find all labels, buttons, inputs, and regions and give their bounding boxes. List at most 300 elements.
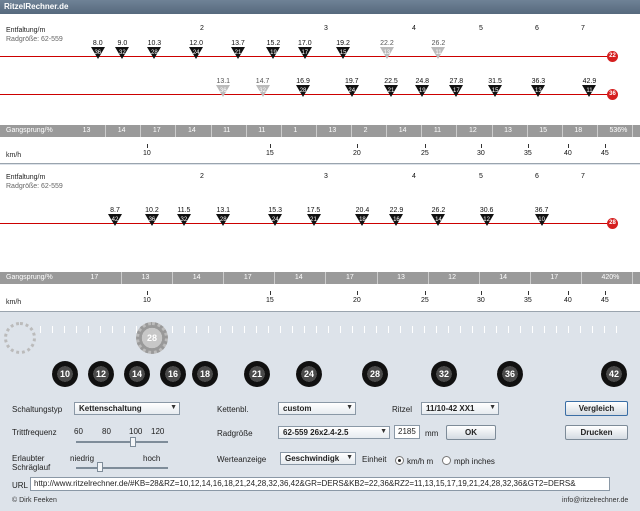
ok-button[interactable]: OK bbox=[446, 425, 496, 440]
gear-marker[interactable] bbox=[578, 78, 600, 97]
chart-current bbox=[0, 165, 640, 312]
kmh-tick-label: 35 bbox=[524, 297, 532, 304]
gear-teeth-label: 21 bbox=[310, 217, 317, 223]
gangsprung-value: 13 bbox=[328, 127, 337, 134]
kmh-tick-mark bbox=[528, 291, 529, 295]
schraeglauf-knob[interactable] bbox=[97, 462, 103, 472]
gangsprung-value: 536% bbox=[609, 127, 628, 134]
gangsprung-separator bbox=[632, 272, 633, 284]
rear-cog[interactable]: 24 bbox=[296, 361, 322, 387]
gear-marker[interactable] bbox=[341, 78, 363, 97]
radgroesse-label: Radgröße bbox=[217, 429, 253, 438]
gear-marker[interactable] bbox=[427, 40, 449, 59]
gear-scale-tick bbox=[436, 326, 437, 333]
rear-cog[interactable]: 36 bbox=[497, 361, 523, 387]
gear-teeth-label: 28 bbox=[299, 88, 307, 94]
gangsprung-value: 12 bbox=[448, 274, 456, 281]
gangsprung-separator bbox=[121, 272, 122, 284]
trittfrequenz-tick: 100 bbox=[129, 427, 143, 436]
kmh-tick-label: 20 bbox=[353, 297, 361, 304]
werteanzeige-select[interactable] bbox=[280, 452, 356, 465]
gear-speed-label: 19.2 bbox=[336, 40, 350, 47]
gear-scale-tick bbox=[268, 326, 269, 333]
werteanzeige-value: Geschwindigk bbox=[285, 454, 340, 463]
gear-teeth-label: 12 bbox=[483, 217, 490, 223]
gangsprung-separator bbox=[246, 125, 247, 137]
trittfrequenz-tick: 80 bbox=[102, 427, 111, 436]
einheit-label: Einheit bbox=[362, 455, 387, 464]
gear-marker[interactable] bbox=[173, 207, 195, 226]
schraeglauf-low: niedrig bbox=[70, 454, 95, 463]
gangsprung-value: 13 bbox=[82, 127, 91, 134]
gear-marker[interactable] bbox=[292, 78, 314, 97]
ritzel-label: Ritzel bbox=[392, 405, 413, 414]
gear-scale-tick bbox=[88, 326, 89, 333]
kettenbl-value: custom bbox=[283, 404, 312, 413]
rear-cog[interactable]: 32 bbox=[431, 361, 457, 387]
gear-speed-label: 15.2 bbox=[266, 40, 281, 47]
gangsprung-separator bbox=[479, 272, 480, 284]
entfaltung-tick-label: 3 bbox=[324, 25, 328, 32]
schraeglauf-high: hoch bbox=[143, 454, 161, 463]
gear-scale-tick bbox=[292, 326, 293, 333]
kmh-tick-mark bbox=[568, 144, 569, 148]
gangsprung-label: Gangsprung/% bbox=[6, 274, 53, 281]
gangsprung-separator bbox=[325, 272, 326, 284]
unit-mph-radio[interactable] bbox=[442, 456, 451, 465]
gear-scale bbox=[40, 326, 630, 340]
gear-teeth-label: 15 bbox=[339, 50, 347, 56]
gear-speed-label: 36.3 bbox=[531, 78, 546, 85]
gangsprung-value: 17 bbox=[346, 274, 354, 281]
front-chainring-selected[interactable] bbox=[136, 322, 168, 354]
chainring-badge-2: 36 bbox=[607, 89, 618, 100]
radgroesse-value: 62-559 26x2.4-2.5 bbox=[283, 428, 349, 437]
gear-teeth-label: 19 bbox=[270, 50, 277, 56]
gangsprung-value: 11 bbox=[223, 127, 231, 134]
kmh-tick-label: 20 bbox=[353, 150, 361, 157]
kmh-label: km/h bbox=[6, 299, 22, 306]
gear-scale-tick bbox=[124, 326, 125, 333]
gear-scale-tick bbox=[352, 326, 353, 333]
schraeglauf-slider[interactable] bbox=[76, 467, 168, 469]
gangsprung-value: 14 bbox=[499, 274, 508, 281]
kmh-tick-mark bbox=[425, 144, 426, 148]
gear-marker[interactable] bbox=[185, 40, 207, 59]
gear-scale-tick bbox=[496, 326, 497, 333]
rear-cog[interactable]: 28 bbox=[362, 361, 388, 387]
entfaltung-tick-label: 3 bbox=[324, 173, 328, 180]
gear-marker[interactable] bbox=[380, 78, 402, 97]
gear-speed-label: 16.9 bbox=[296, 78, 310, 85]
gear-marker[interactable] bbox=[294, 40, 316, 59]
gangsprung-value: 11 bbox=[433, 127, 442, 134]
gear-scale-tick bbox=[364, 326, 365, 333]
gangsprung-separator bbox=[172, 272, 173, 284]
kmh-tick-label: 45 bbox=[601, 297, 609, 304]
radgroesse-select[interactable] bbox=[278, 426, 390, 439]
gear-scale-tick bbox=[460, 326, 461, 333]
gear-marker[interactable] bbox=[212, 207, 234, 226]
gangsprung-separator bbox=[223, 272, 224, 284]
gear-scale-tick bbox=[592, 326, 593, 333]
gear-speed-label: 30.6 bbox=[479, 207, 494, 214]
gangsprung-separator bbox=[597, 125, 598, 137]
gear-marker[interactable] bbox=[427, 207, 449, 226]
kmh-tick-mark bbox=[357, 144, 358, 148]
gear-speed-label: 36.7 bbox=[534, 207, 549, 214]
gear-speed-label: 24.8 bbox=[415, 78, 430, 85]
umfang-unit: mm bbox=[425, 429, 439, 438]
gear-scale-tick bbox=[568, 326, 569, 333]
chainring-badge-1: 22 bbox=[607, 51, 618, 62]
gangsprung-separator bbox=[456, 125, 457, 137]
gangsprung-separator bbox=[632, 125, 633, 137]
kmh-tick-label: 45 bbox=[601, 150, 609, 157]
gear-scale-tick bbox=[328, 326, 329, 333]
gear-teeth-label: 19 bbox=[418, 88, 426, 94]
gear-scale-tick bbox=[400, 326, 401, 333]
gear-scale-tick bbox=[544, 326, 545, 333]
gear-teeth-label: 28 bbox=[151, 50, 158, 56]
gear-speed-label: 20.4 bbox=[355, 207, 370, 214]
kmh-tick-mark bbox=[270, 144, 271, 148]
gangsprung-value: 14 bbox=[187, 127, 196, 134]
gangsprung-separator bbox=[377, 272, 378, 284]
rear-cog[interactable]: 18 bbox=[192, 361, 218, 387]
gear-speed-label: 10.3 bbox=[147, 40, 162, 47]
kmh-tick-label: 10 bbox=[143, 297, 151, 304]
kmh-tick-mark bbox=[528, 144, 529, 148]
gear-scale-tick bbox=[40, 326, 41, 333]
gear-scale-tick bbox=[304, 326, 305, 333]
gangsprung-value: 17 bbox=[90, 274, 99, 281]
gear-marker[interactable] bbox=[264, 207, 286, 226]
entfaltung-tick-label: 6 bbox=[535, 173, 539, 180]
gear-marker[interactable] bbox=[385, 207, 407, 226]
gear-teeth-label: 16 bbox=[393, 217, 400, 223]
entfaltung-tick-label: 4 bbox=[412, 173, 416, 180]
gangsprung-separator bbox=[105, 125, 106, 137]
gear-speed-label: 8.7 bbox=[110, 207, 120, 214]
gear-marker[interactable] bbox=[303, 207, 325, 226]
gear-speed-label: 19.7 bbox=[344, 78, 359, 85]
footer-copyright: © Dirk Feeken bbox=[12, 497, 57, 504]
kmh-tick-mark bbox=[568, 291, 569, 295]
dropdown-arrow-icon: ▼ bbox=[170, 404, 177, 411]
gear-teeth-label: 28 bbox=[219, 217, 227, 223]
gear-teeth-label: 10 bbox=[538, 217, 545, 223]
gangsprung-separator bbox=[421, 125, 422, 137]
trittfrequenz-knob[interactable] bbox=[130, 437, 136, 447]
gear-speed-label: 42.9 bbox=[582, 78, 597, 85]
schaltungstyp-value: Kettenschaltung bbox=[79, 404, 142, 413]
gear-marker[interactable] bbox=[227, 40, 249, 59]
kmh-tick-mark bbox=[147, 144, 148, 148]
gear-teeth-label: 17 bbox=[453, 88, 460, 94]
control-panel bbox=[0, 316, 640, 511]
gear-teeth-label: 21 bbox=[387, 88, 395, 94]
gangsprung-value: 14 bbox=[294, 274, 303, 281]
gear-teeth-label: 36 bbox=[148, 217, 156, 223]
rear-cog[interactable]: 42 bbox=[601, 361, 627, 387]
kmh-tick-label: 15 bbox=[266, 150, 274, 157]
gear-scale-tick bbox=[484, 326, 485, 333]
gear-scale-tick bbox=[64, 326, 65, 333]
gangsprung-separator bbox=[428, 272, 429, 284]
gear-scale-tick bbox=[280, 326, 281, 333]
gear-speed-label: 12.0 bbox=[189, 40, 203, 47]
entfaltung-tick-label: 2 bbox=[200, 25, 204, 32]
dropdown-arrow-icon: ▼ bbox=[380, 428, 387, 435]
unit-mph-label: mph inches bbox=[454, 457, 495, 466]
kmh-tick-mark bbox=[425, 291, 426, 295]
gear-teeth-label: 36 bbox=[219, 88, 227, 94]
gangsprung-separator bbox=[316, 125, 317, 137]
gear-speed-label: 26.2 bbox=[431, 40, 446, 47]
gear-speed-label: 17.5 bbox=[306, 207, 321, 214]
gear-scale-tick bbox=[244, 326, 245, 333]
kettenbl-select[interactable] bbox=[278, 402, 356, 415]
gangsprung-value: 11 bbox=[258, 127, 266, 134]
gear-scale-tick bbox=[520, 326, 521, 333]
umfang-input[interactable]: 2185 bbox=[394, 425, 420, 439]
brand-logo: RitzelRechner.de bbox=[4, 2, 69, 11]
gear-speed-label: 31.5 bbox=[488, 78, 502, 85]
gear-scale-tick bbox=[532, 326, 533, 333]
kmh-tick-label: 35 bbox=[524, 150, 532, 157]
kmh-tick-mark bbox=[481, 144, 482, 148]
gangsprung-value: 2 bbox=[363, 127, 368, 134]
gear-teeth-label: 18 bbox=[359, 217, 366, 223]
gear-scale-tick bbox=[472, 326, 473, 333]
trittfrequenz-slider[interactable] bbox=[76, 441, 168, 443]
kettenbl-label: Kettenbl. bbox=[217, 405, 249, 414]
gangsprung-value: 13 bbox=[504, 127, 512, 134]
gear-speed-label: 26.2 bbox=[431, 207, 446, 214]
gear-scale-tick bbox=[172, 326, 173, 333]
entfaltung-label: Entfaltung/m bbox=[6, 27, 46, 34]
gear-scale-tick bbox=[256, 326, 257, 333]
unit-kmh-radio[interactable] bbox=[395, 456, 404, 465]
gear-scale-tick bbox=[376, 326, 377, 333]
gear-speed-label: 10.2 bbox=[145, 207, 159, 214]
kmh-tick-mark bbox=[481, 291, 482, 295]
kmh-axis bbox=[0, 144, 640, 162]
entfaltung-tick-label: 5 bbox=[479, 25, 483, 32]
gangsprung-value: 12 bbox=[468, 127, 477, 134]
gear-marker[interactable] bbox=[141, 207, 163, 226]
gear-scale-tick bbox=[316, 326, 317, 333]
gear-teeth-label: 13 bbox=[535, 88, 542, 94]
gear-marker[interactable] bbox=[531, 207, 553, 226]
werteanzeige-label: Werteanzeige bbox=[217, 455, 267, 464]
gear-teeth-label: 11 bbox=[435, 50, 442, 56]
gangsprung-separator bbox=[211, 125, 212, 137]
gangsprung-value: 14 bbox=[398, 127, 407, 134]
rear-cog[interactable]: 12 bbox=[88, 361, 114, 387]
gear-marker[interactable] bbox=[445, 78, 467, 97]
gangsprung-label: Gangsprung/% bbox=[6, 127, 53, 134]
gear-teeth-label: 11 bbox=[586, 88, 593, 94]
gear-speed-label: 8.0 bbox=[92, 40, 103, 47]
gangsprung-bar bbox=[0, 125, 640, 137]
gangsprung-value: 1 bbox=[293, 127, 298, 134]
entfaltung-tick-label: 5 bbox=[479, 173, 483, 180]
chainring-badge-1: 28 bbox=[607, 218, 618, 229]
dropdown-arrow-icon: ▼ bbox=[346, 404, 353, 411]
gear-speed-label: 14.7 bbox=[255, 78, 270, 85]
url-field[interactable]: http://www.ritzelrechner.de/#KB=28&RZ=10,12,14,16,18,21,24,28,32,36,42&GR=DERS&KB2=22,36&RZ2=11,13,15,17,19,21,24,28,32,36&GT2=DERS& bbox=[30, 477, 610, 491]
ritzel-value: 11/10-42 XX1 bbox=[426, 404, 475, 413]
trittfrequenz-tick: 120 bbox=[151, 427, 165, 436]
gear-scale-tick bbox=[100, 326, 101, 333]
gear-marker[interactable] bbox=[484, 78, 506, 97]
gear-marker[interactable] bbox=[143, 40, 165, 59]
kmh-tick-mark bbox=[147, 291, 148, 295]
entfaltung-tick-label: 7 bbox=[581, 173, 585, 180]
gear-marker[interactable] bbox=[476, 207, 498, 226]
gangsprung-separator bbox=[274, 272, 275, 284]
trittfrequenz-tick: 60 bbox=[74, 427, 83, 436]
ritzel-select[interactable] bbox=[421, 402, 499, 415]
gear-speed-label: 11.5 bbox=[177, 207, 191, 214]
kmh-tick-mark bbox=[270, 291, 271, 295]
gear-speed-label: 13.1 bbox=[216, 207, 231, 214]
gear-marker[interactable] bbox=[376, 40, 398, 59]
gear-speed-label: 13.7 bbox=[231, 40, 245, 47]
gangsprung-separator bbox=[492, 125, 493, 137]
gear-marker[interactable] bbox=[527, 78, 549, 97]
gangsprung-value: 420% bbox=[601, 274, 620, 281]
gear-scale-tick bbox=[340, 326, 341, 333]
gangsprung-separator bbox=[527, 125, 528, 137]
schaltungstyp-label: Schaltungstyp bbox=[12, 405, 63, 414]
gear-teeth-label: 24 bbox=[348, 88, 356, 94]
gear-teeth-label: 36 bbox=[94, 50, 102, 56]
gear-teeth-label: 32 bbox=[180, 217, 188, 223]
gangsprung-value: 14 bbox=[192, 274, 201, 281]
footer-email[interactable]: info@ritzelrechner.de bbox=[562, 497, 629, 504]
gangsprung-value: 14 bbox=[117, 127, 126, 134]
gangsprung-separator bbox=[581, 272, 582, 284]
front-chainring-small[interactable] bbox=[4, 322, 36, 354]
gangsprung-separator bbox=[140, 125, 141, 137]
gangsprung-separator bbox=[562, 125, 563, 137]
gear-teeth-label: 14 bbox=[435, 217, 442, 223]
vergleich-button[interactable]: Vergleich bbox=[565, 401, 628, 416]
gear-marker[interactable] bbox=[212, 78, 234, 97]
entfaltung-tick-label: 6 bbox=[535, 25, 539, 32]
kmh-tick-mark bbox=[605, 144, 606, 148]
entfaltung-tick-label: 2 bbox=[200, 173, 204, 180]
gear-scale-tick bbox=[76, 326, 77, 333]
chart-comparison bbox=[0, 14, 640, 164]
gear-speed-label: 9.0 bbox=[117, 40, 128, 47]
dropdown-arrow-icon: ▼ bbox=[346, 454, 353, 461]
gear-scale-tick bbox=[388, 326, 389, 333]
gangsprung-separator bbox=[386, 125, 387, 137]
kmh-tick-mark bbox=[357, 291, 358, 295]
gangsprung-separator bbox=[175, 125, 176, 137]
kmh-tick-label: 40 bbox=[564, 297, 572, 304]
url-label: URL bbox=[12, 481, 29, 490]
gear-scale-tick bbox=[112, 326, 113, 333]
gear-teeth-label: 13 bbox=[383, 50, 391, 56]
kmh-tick-label: 15 bbox=[266, 297, 274, 304]
gear-marker[interactable] bbox=[351, 207, 373, 226]
gear-teeth-label: 32 bbox=[119, 50, 126, 56]
gangsprung-value: 18 bbox=[574, 127, 583, 134]
gear-marker[interactable] bbox=[332, 40, 354, 59]
kmh-tick-label: 30 bbox=[477, 150, 485, 157]
gangsprung-value: 13 bbox=[397, 274, 405, 281]
gangsprung-separator bbox=[351, 125, 352, 137]
kmh-axis bbox=[0, 291, 640, 309]
gear-scale-tick bbox=[508, 326, 509, 333]
kmh-tick-label: 40 bbox=[564, 150, 572, 157]
gear-teeth-label: 21 bbox=[234, 50, 242, 56]
entfaltung-tick-label: 4 bbox=[412, 25, 416, 32]
rear-cog[interactable]: 10 bbox=[52, 361, 78, 387]
rear-cog[interactable]: 21 bbox=[244, 361, 270, 387]
rear-cog[interactable]: 16 bbox=[160, 361, 186, 387]
kmh-tick-label: 10 bbox=[143, 150, 151, 157]
rear-cog[interactable]: 14 bbox=[124, 361, 150, 387]
gear-scale-tick bbox=[412, 326, 413, 333]
radgroesse-label: Radgröße: 62-559 bbox=[6, 183, 63, 190]
gear-teeth-label: 24 bbox=[271, 217, 279, 223]
gear-scale-tick bbox=[196, 326, 197, 333]
kmh-tick-mark bbox=[605, 291, 606, 295]
gear-scale-tick bbox=[184, 326, 185, 333]
drucken-button[interactable]: Drucken bbox=[565, 425, 628, 440]
gear-scale-tick bbox=[52, 326, 53, 333]
entfaltung-tick-label: 7 bbox=[581, 25, 585, 32]
schaltungstyp-select[interactable] bbox=[74, 402, 180, 415]
gear-scale-tick bbox=[208, 326, 209, 333]
gangsprung-value: 17 bbox=[550, 274, 559, 281]
gangsprung-value: 17 bbox=[243, 274, 252, 281]
gear-marker[interactable] bbox=[252, 78, 274, 97]
gear-scale-tick bbox=[424, 326, 425, 333]
gangsprung-value: 17 bbox=[152, 127, 161, 134]
gear-marker[interactable] bbox=[262, 40, 284, 59]
gear-scale-tick bbox=[580, 326, 581, 333]
gangsprung-value: 13 bbox=[141, 274, 150, 281]
schraeglauf-label-2: Schräglauf bbox=[12, 463, 51, 472]
gear-speed-label: 15.3 bbox=[268, 207, 283, 214]
gear-teeth-label: 15 bbox=[491, 88, 499, 94]
gear-speed-label: 22.5 bbox=[384, 78, 398, 85]
trittfrequenz-label: Trittfrequenz bbox=[12, 428, 57, 437]
gear-scale-tick bbox=[556, 326, 557, 333]
gear-teeth-label: 24 bbox=[192, 50, 200, 56]
gear-marker[interactable] bbox=[87, 40, 109, 59]
schraeglauf-label-1: Erlaubter bbox=[12, 454, 45, 463]
kmh-tick-label: 25 bbox=[421, 150, 429, 157]
gear-speed-label: 22.9 bbox=[389, 207, 404, 214]
gear-marker[interactable] bbox=[111, 40, 133, 59]
gear-scale-tick bbox=[616, 326, 617, 333]
gangsprung-value: 15 bbox=[539, 127, 547, 134]
gangsprung-bar bbox=[0, 272, 640, 284]
gear-marker[interactable] bbox=[104, 207, 126, 226]
gear-speed-label: 17.0 bbox=[297, 40, 312, 47]
gear-marker[interactable] bbox=[411, 78, 433, 97]
gear-teeth-label: 42 bbox=[111, 217, 119, 223]
gear-scale-tick bbox=[220, 326, 221, 333]
